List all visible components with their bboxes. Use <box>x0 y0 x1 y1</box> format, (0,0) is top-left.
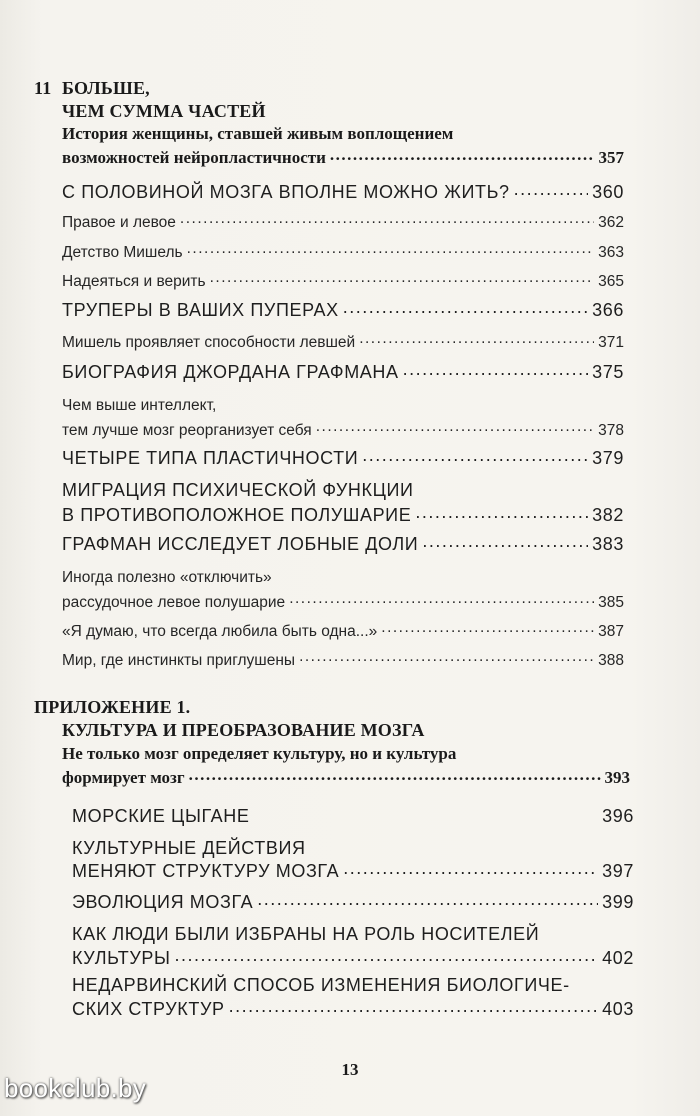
dot-leader <box>189 766 601 783</box>
toc-page-number: 403 <box>602 999 634 1019</box>
toc-entry-line1: МИГРАЦИЯ ПСИХИЧЕСКОЙ ФУНКЦИИ <box>62 480 414 500</box>
dot-leader <box>330 146 595 163</box>
dot-leader <box>257 890 598 908</box>
toc-page-number: 385 <box>598 593 624 611</box>
toc-entry-title: рассудочное левое полушарие <box>62 593 286 611</box>
chapter-intro-line2: возможностей нейропластичности <box>62 148 326 167</box>
toc-page-number: 397 <box>602 861 634 881</box>
toc-entry-title: Правое и левое <box>62 213 176 231</box>
toc-entry[interactable] <box>62 211 624 232</box>
toc-entry-line1: Чем выше интеллект, <box>62 397 217 414</box>
dot-leader <box>362 446 588 464</box>
toc-entry-title: ЧЕТЫРЕ ТИПА ПЛАСТИЧНОСТИ <box>62 448 359 468</box>
toc-entry[interactable] <box>62 419 624 440</box>
dot-leader <box>422 532 588 550</box>
dot-leader <box>187 241 595 257</box>
toc-entry[interactable] <box>62 270 624 291</box>
toc-entry-title: СКИХ СТРУКТУР <box>72 999 225 1019</box>
chapter-intro-row[interactable] <box>62 146 624 168</box>
toc-page-number: 388 <box>598 651 624 669</box>
toc-entry-title: «Я думаю, что всегда любила быть одна...» <box>62 622 378 640</box>
page-number: 13 <box>341 1060 359 1079</box>
toc-entry-title: тем лучше мозг реорганизует себя <box>62 421 312 439</box>
toc-entry-title: КУЛЬТУРЫ <box>72 948 171 968</box>
toc-entry-line1: КУЛЬТУРНЫЕ ДЕЙСТВИЯ <box>72 838 306 858</box>
toc-entry[interactable] <box>62 180 624 203</box>
toc-entry[interactable] <box>62 503 624 526</box>
toc-entry[interactable] <box>62 298 624 321</box>
toc-page-number: 362 <box>598 213 624 231</box>
toc-entry-title: ГРАФМАН ИССЛЕДУЕТ ЛОБНЫЕ ДОЛИ <box>62 534 419 554</box>
toc-page-number: 379 <box>592 448 624 468</box>
dot-leader <box>289 591 594 607</box>
toc-entry-title: БИОГРАФИЯ ДЖОРДАНА ГРАФМАНА <box>62 362 399 382</box>
toc-entry-title: ТРУПЕРЫ В ВАШИХ ПУПЕРАХ <box>62 300 339 320</box>
chapter-number: 11 <box>34 78 52 98</box>
dot-leader <box>381 620 594 636</box>
toc-entry[interactable] <box>72 804 634 827</box>
dot-leader <box>175 946 599 964</box>
dot-leader <box>210 270 595 286</box>
dot-leader <box>229 997 599 1015</box>
toc-entry-title: МОРСКИЕ ЦЫГАНЕ <box>72 806 250 826</box>
toc-entry-title: МЕНЯЮТ СТРУКТУРУ МОЗГА <box>72 861 340 881</box>
toc-entry-title: Мишель проявляет способности левшей <box>62 333 356 351</box>
toc-entry-line1: КАК ЛЮДИ БЫЛИ ИЗБРАНЫ НА РОЛЬ НОСИТЕЛЕЙ <box>72 924 540 944</box>
dot-leader <box>359 331 594 347</box>
toc-entry-title: Надеяться и верить <box>62 272 206 290</box>
toc-entry[interactable] <box>72 890 634 913</box>
toc-entry[interactable] <box>62 591 624 612</box>
toc-page-number: 363 <box>598 243 624 261</box>
toc-entry-line1: НЕДАРВИНСКИЙ СПОСОБ ИЗМЕНЕНИЯ БИОЛОГИЧЕ- <box>72 975 570 995</box>
toc-entry[interactable] <box>62 360 624 383</box>
toc-page-number: 387 <box>598 622 624 640</box>
appendix-intro-line1: Не только мозг определяет культуру, но и культура <box>62 744 457 763</box>
chapter-title-line2: ЧЕМ СУММА ЧАСТЕЙ <box>62 101 266 121</box>
toc-entry-title: В ПРОТИВОПОЛОЖНОЕ ПОЛУШАРИЕ <box>62 505 412 525</box>
toc-page-number: 365 <box>598 272 624 290</box>
toc-entry[interactable] <box>62 241 624 262</box>
dot-leader <box>343 859 598 877</box>
dot-leader <box>343 298 588 316</box>
toc-page-number: 383 <box>592 534 624 554</box>
toc-entry[interactable] <box>62 446 624 469</box>
toc-entry-title: Детство Мишель <box>62 243 183 261</box>
toc-page-number: 402 <box>602 948 634 968</box>
dot-leader <box>403 360 589 378</box>
chapter-intro-line1: История женщины, ставшей живым воплощением <box>62 124 454 143</box>
toc-page-number: 375 <box>592 362 624 382</box>
toc-entry[interactable] <box>72 859 634 882</box>
toc-entry[interactable] <box>62 620 624 641</box>
dot-leader <box>316 419 594 435</box>
toc-entry-title: Мир, где инстинкты приглушены <box>62 651 296 669</box>
toc-entry-title: С ПОЛОВИНОЙ МОЗГА ВПОЛНЕ МОЖНО ЖИТЬ? <box>62 182 510 202</box>
toc-page-number: 396 <box>602 806 634 826</box>
toc-entry[interactable] <box>72 997 634 1020</box>
appendix-title-line2: КУЛЬТУРА И ПРЕОБРАЗОВАНИЕ МОЗГА <box>62 720 425 740</box>
toc-page-number: 378 <box>598 421 624 439</box>
toc-page-number: 357 <box>598 148 624 167</box>
dot-leader <box>299 649 594 665</box>
chapter-title-line1: БОЛЬШЕ, <box>62 78 150 98</box>
toc-page-number: 382 <box>592 505 624 525</box>
dot-leader <box>514 180 589 198</box>
toc-page-number: 393 <box>604 768 630 787</box>
toc-entry[interactable] <box>62 532 624 555</box>
watermark-text: bookclub.by <box>4 1073 147 1103</box>
toc-entry-title: ЭВОЛЮЦИЯ МОЗГА <box>72 892 254 912</box>
toc-entry-line1: Иногда полезно «отключить» <box>62 569 272 586</box>
dot-leader <box>180 211 594 227</box>
toc-page-number: 399 <box>602 892 634 912</box>
appendix-intro-line2: формирует мозг <box>62 768 185 787</box>
appendix-intro-row[interactable] <box>62 766 630 788</box>
toc-page-number: 360 <box>592 182 624 202</box>
toc-entry[interactable] <box>72 946 634 969</box>
toc-page-number: 371 <box>598 333 624 351</box>
toc-page-number: 366 <box>592 300 624 320</box>
toc-entry[interactable] <box>62 331 624 352</box>
dot-leader <box>415 503 588 521</box>
toc-entry[interactable] <box>62 649 624 670</box>
appendix-title-line1: ПРИЛОЖЕНИЕ 1. <box>34 697 191 717</box>
